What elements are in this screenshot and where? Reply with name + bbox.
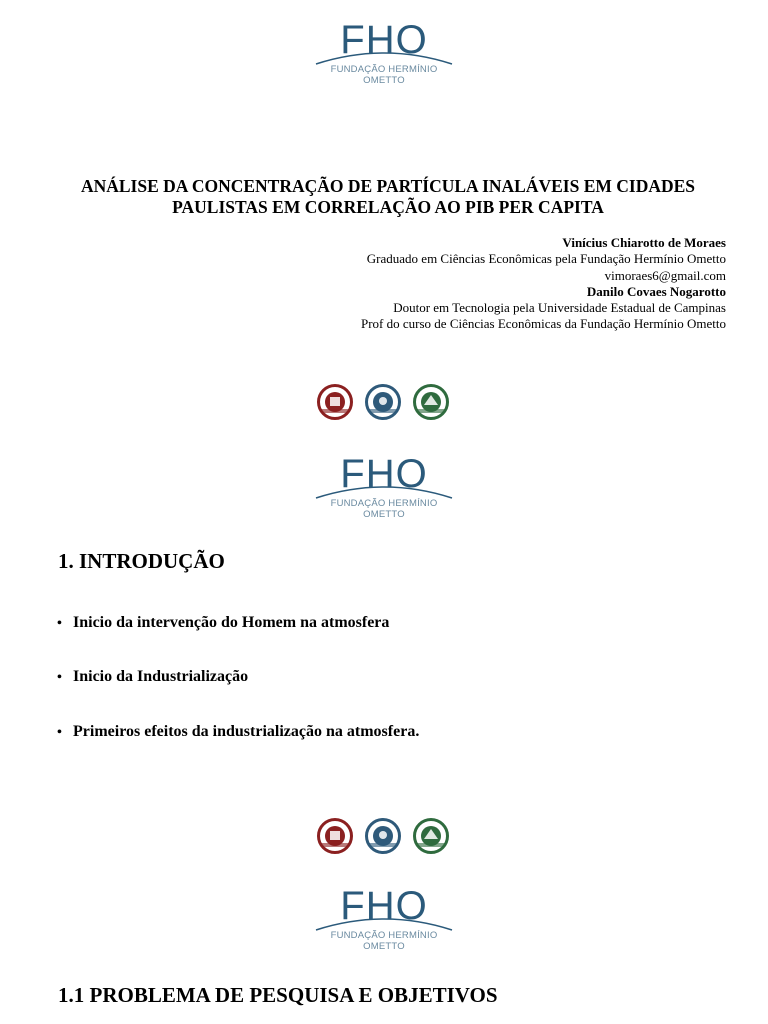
- author-block: [361, 235, 726, 333]
- institution-seals: [312, 382, 456, 422]
- seal-red-icon: [317, 384, 353, 420]
- institution-seals: [312, 816, 456, 856]
- seal-green-icon: [413, 818, 449, 854]
- author-affiliation: Graduado em Ciências Econômicas pela Fundação Hermínio Ometto: [366, 251, 726, 267]
- seal-blue-icon: [365, 818, 401, 854]
- fho-logo: [312, 884, 456, 952]
- list-item: [57, 614, 389, 632]
- bullet-text: Inicio da intervenção do Homem na atmosfera: [73, 614, 390, 631]
- author-affiliation: Doutor em Tecnologia pela Universidade Estadual de Campinas: [393, 300, 726, 316]
- section-heading-problem: 1.1 PROBLEMA DE PESQUISA E OBJETIVOS: [58, 983, 498, 1007]
- author-email: vimoraes6@gmail.com: [604, 267, 726, 283]
- bullet-icon: •: [57, 725, 62, 740]
- fho-logo: [312, 452, 456, 520]
- seal-blue-icon: [365, 384, 401, 420]
- author-affiliation: Prof do curso de Ciências Econômicas da Fundação Hermínio Ometto: [361, 316, 726, 332]
- author-name: Danilo Covaes Nogarotto: [586, 283, 726, 299]
- logo-subtitle: FUNDAÇÃO HERMÍNIO OMETTO: [330, 64, 438, 86]
- title-line-1: ANÁLISE DA CONCENTRAÇÃO DE PARTÍCULA INALÁVEIS EM CIDADES: [80, 176, 696, 196]
- seal-red-icon: [317, 818, 353, 854]
- bullet-text: Primeiros efeitos da industrialização na atmosfera.: [73, 723, 420, 740]
- bullet-icon: •: [57, 670, 62, 685]
- title-line-2: PAULISTAS EM CORRELAÇÃO AO PIB PER CAPITA: [172, 197, 604, 217]
- seal-green-icon: [413, 384, 449, 420]
- logo-subtitle: FUNDAÇÃO HERMÍNIO OMETTO: [330, 930, 438, 952]
- list-item: [57, 723, 419, 741]
- logo-subtitle: FUNDAÇÃO HERMÍNIO OMETTO: [330, 498, 438, 520]
- logo-brand: FHO: [340, 884, 428, 928]
- author-name: Vinícius Chiarotto de Moraes: [562, 235, 726, 250]
- logo-brand: FHO: [340, 18, 428, 62]
- document-title: [40, 176, 736, 218]
- logo-brand: FHO: [340, 452, 428, 496]
- list-item: [57, 668, 248, 686]
- fho-logo: [312, 18, 456, 86]
- section-heading-introduction: 1. INTRODUÇÃO: [58, 549, 225, 573]
- bullet-text: Inicio da Industrialização: [73, 668, 249, 685]
- bullet-icon: •: [57, 616, 62, 631]
